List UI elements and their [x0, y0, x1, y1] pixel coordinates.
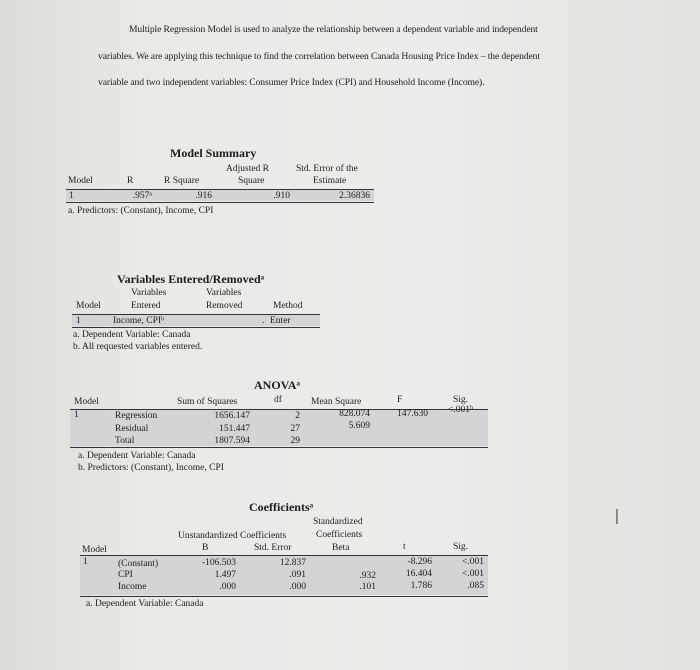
anova-row-ms: 828.074 — [339, 409, 370, 419]
ms-row-adj-r-square: .910 — [273, 191, 290, 201]
ve-bottom-rule — [72, 327, 320, 328]
coef-header-std-2: Coefficients — [316, 530, 363, 540]
ms-row-model: 1 — [69, 191, 74, 201]
coef-row-t: 16.404 — [405, 569, 432, 579]
anova-title: ANOVAᵃ — [254, 378, 300, 392]
coef-row-se: 12.837 — [279, 558, 306, 568]
anova-header-ss: Sum of Squares — [177, 397, 238, 407]
anova-row-label: Total — [115, 436, 135, 446]
variables-entered-title: Variables Entered/Removedᵃ — [117, 272, 265, 286]
anova-header-df: df — [274, 395, 282, 405]
ve-header-model: Model — [76, 301, 101, 311]
ms-header-se-2: Estimate — [313, 176, 347, 186]
coef-model-num: 1 — [83, 557, 88, 567]
coef-row-sig: <.001 — [462, 569, 484, 579]
model-summary-title: Model Summary — [170, 146, 257, 160]
ms-header-se-1: Std. Error of the — [296, 164, 358, 174]
anova-row-sig: <.001ᵇ — [448, 405, 473, 415]
coef-row-beta: .101 — [359, 582, 376, 592]
coef-row-label: CPI — [118, 570, 133, 580]
ms-row-se: 2.36836 — [339, 191, 370, 201]
ve-header-removed-2: Removed — [206, 301, 243, 311]
coef-row-beta: .932 — [359, 571, 376, 581]
ms-header-adj-r-1: Adjusted R — [226, 164, 270, 174]
intro-line-2: variables. We are applying this technique to find the correlation between Canada Housing Price Index – the dependent — [98, 51, 540, 62]
coefficients-title: Coefficientsᵃ — [249, 500, 314, 514]
anova-row-ss: 1656.147 — [214, 411, 250, 421]
coef-row-label: (Constant) — [118, 559, 159, 569]
ms-row-r-square: .916 — [195, 191, 212, 201]
coef-header-t: t — [403, 542, 406, 552]
anova-row-df: 29 — [290, 436, 300, 446]
ms-footnote: a. Predictors: (Constant), Income, CPI — [68, 206, 214, 216]
coef-row-b: 1.497 — [214, 570, 236, 580]
ve-footnote-b: b. All requested variables entered. — [73, 342, 203, 352]
anova-header-f: F — [397, 395, 403, 405]
coef-row-t: 1.786 — [410, 581, 432, 591]
anova-row-f: 147.630 — [397, 409, 428, 419]
coef-header-se: Std. Error — [254, 543, 292, 553]
ve-header-entered-1: Variables — [131, 288, 167, 298]
coef-row-sig: .085 — [467, 581, 484, 591]
anova-row-ss: 1807.594 — [214, 436, 250, 446]
coef-row-t: -8.296 — [407, 557, 432, 567]
ve-row-model: 1 — [76, 316, 81, 326]
coef-header-sig: Sig. — [453, 542, 469, 552]
anova-header-model: Model — [74, 397, 99, 407]
ve-row-method: Enter — [270, 316, 291, 326]
coef-bottom-rule — [80, 596, 488, 597]
anova-model-num: 1 — [74, 410, 79, 420]
coef-row-se: .000 — [289, 582, 306, 592]
ve-row-entered: Income, CPIᵇ — [113, 316, 164, 326]
coef-header-beta: Beta — [332, 543, 350, 553]
anova-row-df: 2 — [295, 411, 300, 421]
ve-row-removed: . — [262, 316, 265, 326]
coef-header-b: B — [202, 543, 209, 553]
anova-header-ms: Mean Square — [311, 397, 362, 407]
ve-header-method: Method — [273, 301, 303, 311]
anova-row-label: Residual — [115, 424, 149, 434]
ve-footnote-a: a. Dependent Variable: Canada — [73, 330, 191, 340]
coef-row-b: .000 — [219, 582, 236, 592]
anova-header-sig: Sig. — [453, 395, 469, 405]
text-cursor-icon: I — [614, 505, 620, 529]
ms-row-r: .957ᵃ — [132, 191, 152, 201]
anova-row-ms: 5.609 — [348, 421, 370, 431]
coef-row-sig: <.001 — [462, 557, 484, 567]
ms-bottom-rule — [66, 202, 374, 203]
anova-footnote-a: a. Dependent Variable: Canada — [78, 451, 196, 461]
anova-footnote-b: b. Predictors: (Constant), Income, CPI — [78, 463, 224, 473]
coef-footnote: a. Dependent Variable: Canada — [86, 599, 204, 609]
coef-header-unstd: Unstandardized Coefficients — [178, 531, 287, 541]
ms-header-model: Model — [68, 176, 93, 186]
ms-header-r: R — [127, 176, 134, 186]
anova-row-df: 27 — [290, 424, 300, 434]
anova-row-ss: 151.447 — [219, 424, 250, 434]
ve-header-removed-1: Variables — [206, 288, 242, 298]
coef-row-se: .091 — [289, 570, 306, 580]
ms-header-adj-r-2: Square — [238, 176, 265, 186]
coef-row-b: -106.503 — [201, 558, 236, 568]
ms-header-r-square: R Square — [164, 176, 200, 186]
coef-header-model: Model — [82, 545, 107, 555]
coef-row-label: Income — [118, 582, 147, 592]
anova-bottom-rule — [70, 447, 488, 448]
intro-line-3: variable and two independent variables: Consumer Price Index (CPI) and Household Income (Income). — [98, 77, 485, 88]
anova-row-label: Regression — [115, 411, 158, 421]
intro-line-1: Multiple Regression Model is used to analyze the relationship between a dependent variable and independent — [129, 24, 538, 35]
ve-header-entered-2: Entered — [131, 301, 161, 311]
coef-header-std-1: Standardized — [313, 517, 363, 527]
